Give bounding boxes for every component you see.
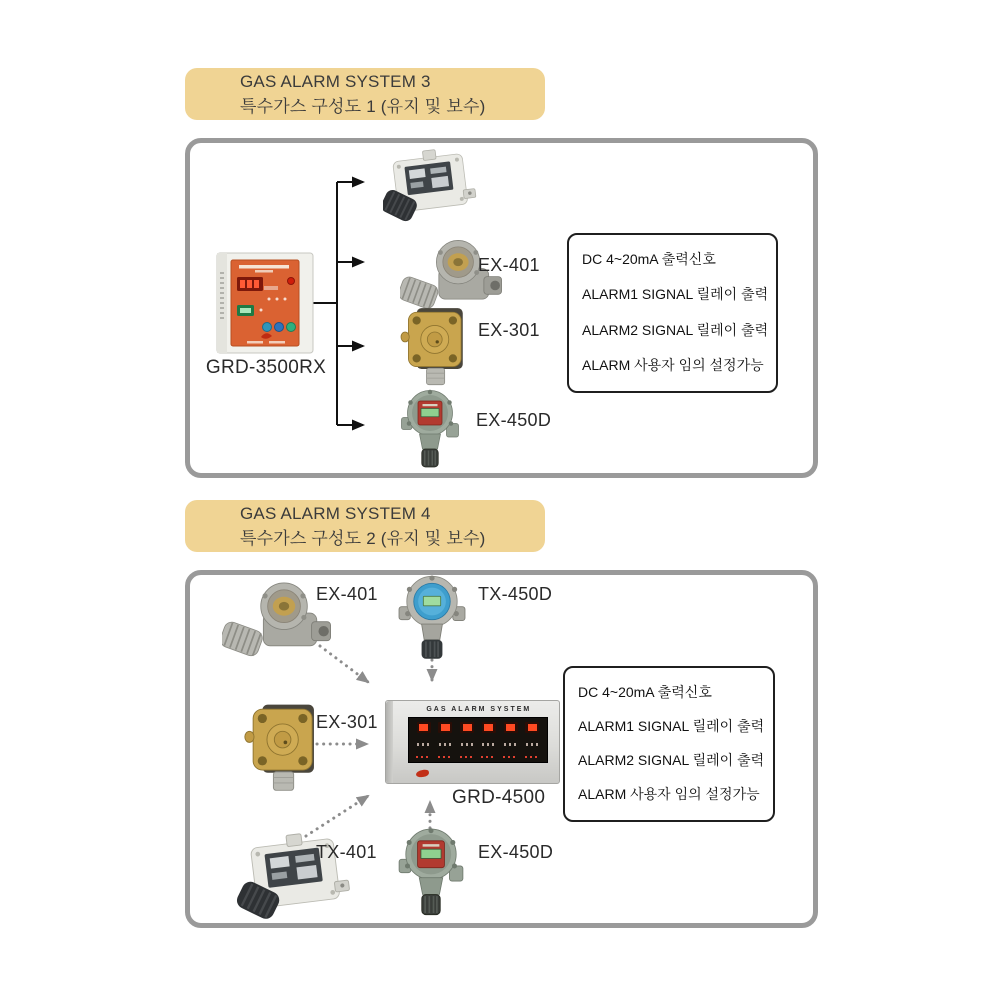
panel-title: GAS ALARM SYSTEM	[426, 706, 532, 713]
section1-header	[185, 68, 545, 120]
section2-subtitle: 특수가스 구성도 2 (유지 및 보수)	[240, 528, 486, 548]
section2-tx-450d-label: TX-450D	[478, 584, 553, 604]
info-line-alarm2: ALARM2 SIGNAL 릴레이 출력	[582, 321, 769, 338]
section1-subtitle: 특수가스 구성도 1 (유지 및 보수)	[240, 96, 486, 116]
grd-3500rx-image	[203, 247, 327, 359]
section2-header	[185, 500, 545, 552]
section2-title: GAS ALARM SYSTEM 4	[240, 504, 431, 524]
section1-ex-450d-label: EX-450D	[476, 410, 552, 430]
info-line-alarm1: ALARM1 SIGNAL 릴레이 출력	[582, 286, 769, 303]
section2-ex-450d-label: EX-450D	[478, 842, 554, 862]
grd-3500rx-label: GRD-3500RX	[205, 357, 327, 378]
section1-title: GAS ALARM SYSTEM 3	[240, 72, 431, 92]
panel-display	[408, 717, 548, 763]
section2-ex-401-label: EX-401	[316, 584, 378, 604]
info-line-alarm-user: ALARM 사용자 임의 설정가능	[578, 786, 760, 802]
section2-info-box	[563, 666, 775, 822]
info-line-alarm1: ALARM1 SIGNAL 릴레이 출력	[578, 718, 765, 734]
info-line-dc-output: DC 4~20mA 출력신호	[582, 251, 716, 267]
grd-4500-label: GRD-4500	[452, 787, 546, 808]
section1-ex-401-label: EX-401	[478, 255, 540, 275]
panel-edge	[386, 701, 393, 783]
section1-transmitter-image	[383, 141, 478, 231]
section2-ex-450d-image	[396, 824, 466, 918]
section1-info-box	[567, 233, 778, 393]
info-line-alarm-user: ALARM 사용자 임의 설정가능	[582, 356, 764, 373]
info-line-alarm2: ALARM2 SIGNAL 릴레이 출력	[578, 752, 765, 768]
section2-tx-401-label: TX-401	[316, 842, 377, 862]
section1-ex-450d-image	[397, 386, 463, 470]
section1-ex-301-image	[396, 304, 476, 388]
panel-logo	[416, 769, 430, 778]
section2-ex-301-label: EX-301	[316, 712, 378, 732]
section2-tx-450d-image	[397, 572, 467, 664]
section1-ex-301-label: EX-301	[478, 320, 540, 340]
info-line-dc-output: DC 4~20mA 출력신호	[578, 684, 712, 700]
grd-4500-panel-image	[385, 700, 560, 784]
